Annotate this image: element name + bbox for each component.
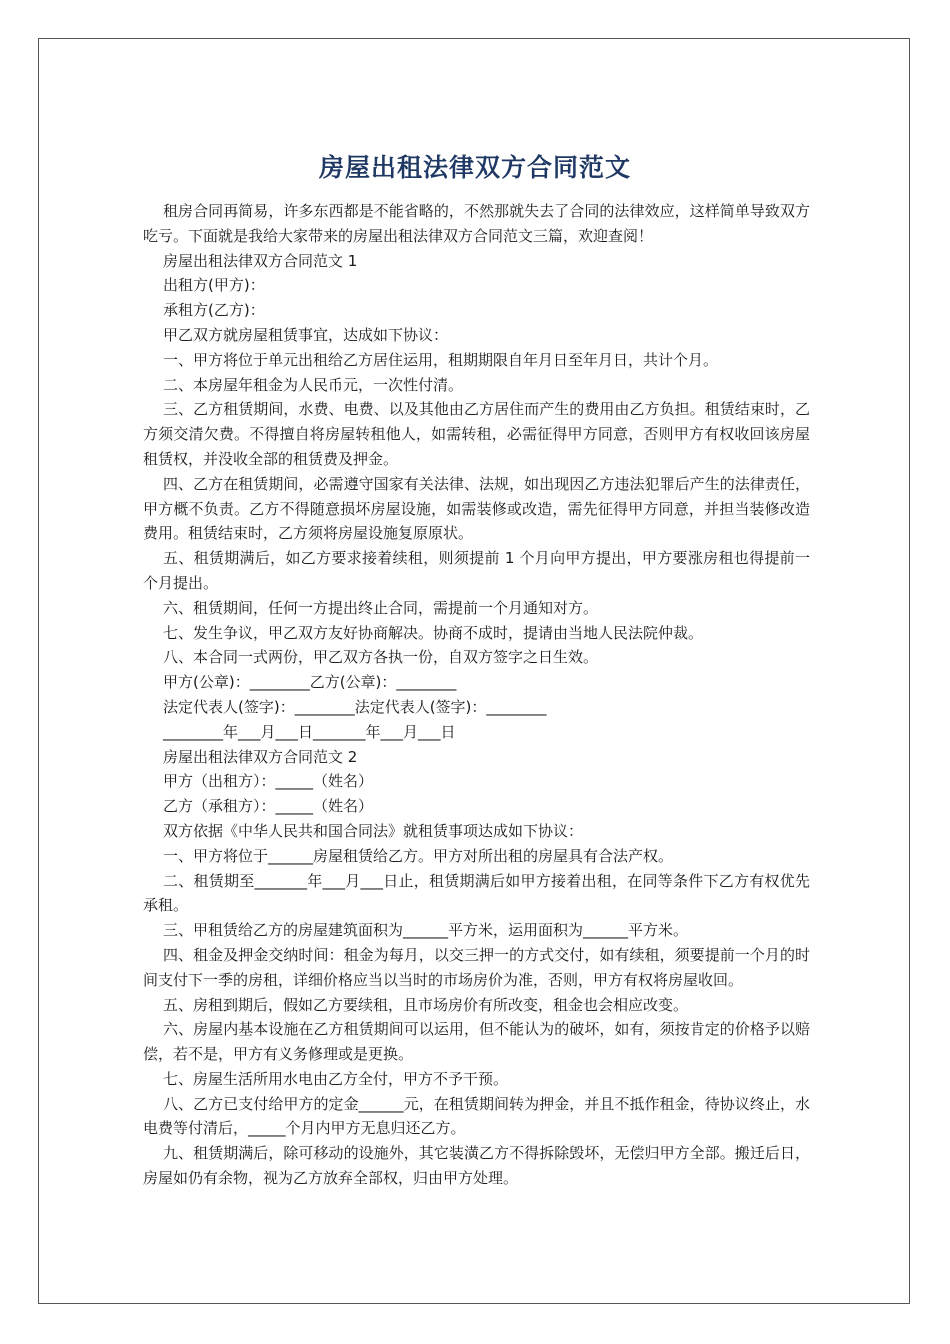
section-heading-2: 房屋出租法律双方合同范文 2 <box>163 747 358 766</box>
lessor-line: 出租方(甲方)： <box>163 276 265 295</box>
clause: 四、租金及押金交纳时间：租金为每月，以交三押一的方式交付，如有续租，须要提前一个月的时间支付下一季的房租，详细价格应当以当时的市场房价为准，否则，甲方有权将房屋收回。 <box>143 945 810 989</box>
agreement-preamble: 甲乙双方就房屋租赁事宜，达成如下协议： <box>163 325 449 344</box>
clause: 五、房租到期后，假如乙方要续租，且市场房价有所改变，租金也会相应改变。 <box>163 995 689 1014</box>
clause: 九、租赁期满后，除可移动的设施外，其它装潢乙方不得拆除毁坏，无偿归甲方全部。搬迁后日，房屋如仍有余物，视为乙方放弃全部权，归由甲方处理。 <box>143 1144 810 1188</box>
clause: 五、租赁期满后，如乙方要求接着续租，则须提前 1 个月向甲方提出，甲方要涨房租也得提前一个月提出。 <box>143 549 810 592</box>
clause: 一、甲方将位于单元出租给乙方居住运用，租期期限自年月日至年月日，共计个月。 <box>163 350 719 369</box>
lessee-line: 承租方(乙方)： <box>163 301 265 320</box>
clause: 七、房屋生活所用水电由乙方全付，甲方不予干预。 <box>163 1069 509 1088</box>
clause: 二、租赁期至_______年___月___日止，租赁期满后如甲方接着出租，在同等条件下乙方有权优先承租。 <box>143 871 810 915</box>
clause: 八、本合同一式两份，甲乙双方各执一份，自双方签字之日生效。 <box>163 648 599 667</box>
clause: 三、乙方租赁期间，水费、电费、以及其他由乙方居住而产生的费用由乙方负担。租赁结束时，乙方须交清欠费。不得擅自将房屋转租他人，如需转租，必需征得甲方同意，否则甲方有权收回该房屋租赁权，并没收全部的租赁费及押金。 <box>143 400 810 468</box>
section-heading-1: 房屋出租法律双方合同范文 1 <box>163 251 358 270</box>
seal-line: 甲方(公章)：________乙方(公章)：________ <box>163 673 457 692</box>
document-body <box>143 199 810 1191</box>
clause: 八、乙方已支付给甲方的定金______元，在租赁期间转为押金，并且不抵作租金，待协议终止，水电费等付清后，_____个月内甲方无息归还乙方。 <box>143 1094 810 1138</box>
intro-paragraph: 租房合同再简易，许多东西都是不能省略的，不然那就失去了合同的法律效应，这样简单导致双方吃亏。下面就是我给大家带来的房屋出租法律双方合同范文三篇，欢迎查阅！ <box>143 202 810 245</box>
clause: 六、租赁期间，任何一方提出终止合同，需提前一个月通知对方。 <box>163 598 599 617</box>
clause: 六、房屋内基本设施在乙方租赁期间可以运用，但不能认为的破坏，如有，须按肯定的价格予以赔偿，若不是，甲方有义务修理或是更换。 <box>143 1020 810 1064</box>
clause: 四、乙方在租赁期间，必需遵守国家有关法律、法规，如出现因乙方违法犯罪后产生的法律责任，甲方概不负责。乙方不得随意损坏房屋设施，如需装修或改造，需先征得甲方同意，并担当装修改造费用。租赁结束时，乙方须将房屋设施复原原状。 <box>143 474 810 543</box>
clause: 二、本房屋年租金为人民币元，一次性付清。 <box>163 375 464 394</box>
clause: 七、发生争议，甲乙双方友好协商解决。协商不成时，提请由当地人民法院仲裁。 <box>163 623 704 642</box>
agreement-preamble: 双方依据《中华人民共和国合同法》就租赁事项达成如下协议： <box>163 821 584 840</box>
signature-line: 法定代表人(签字)：________法定代表人(签字)：________ <box>163 697 547 716</box>
party-b-line: 乙方（承租方）：_____（姓名） <box>163 797 374 816</box>
clause: 三、甲租赁给乙方的房屋建筑面积为______平方米，运用面积为______平方米。 <box>163 921 689 940</box>
date-line: ________年___月___日_______年___月___日 <box>163 722 456 741</box>
clause: 一、甲方将位于______房屋租赁给乙方。甲方对所出租的房屋具有合法产权。 <box>163 846 674 865</box>
party-a-line: 甲方（出租方）：_____（姓名） <box>163 772 374 791</box>
document-title: 房屋出租法律双方合同范文 <box>318 152 631 182</box>
